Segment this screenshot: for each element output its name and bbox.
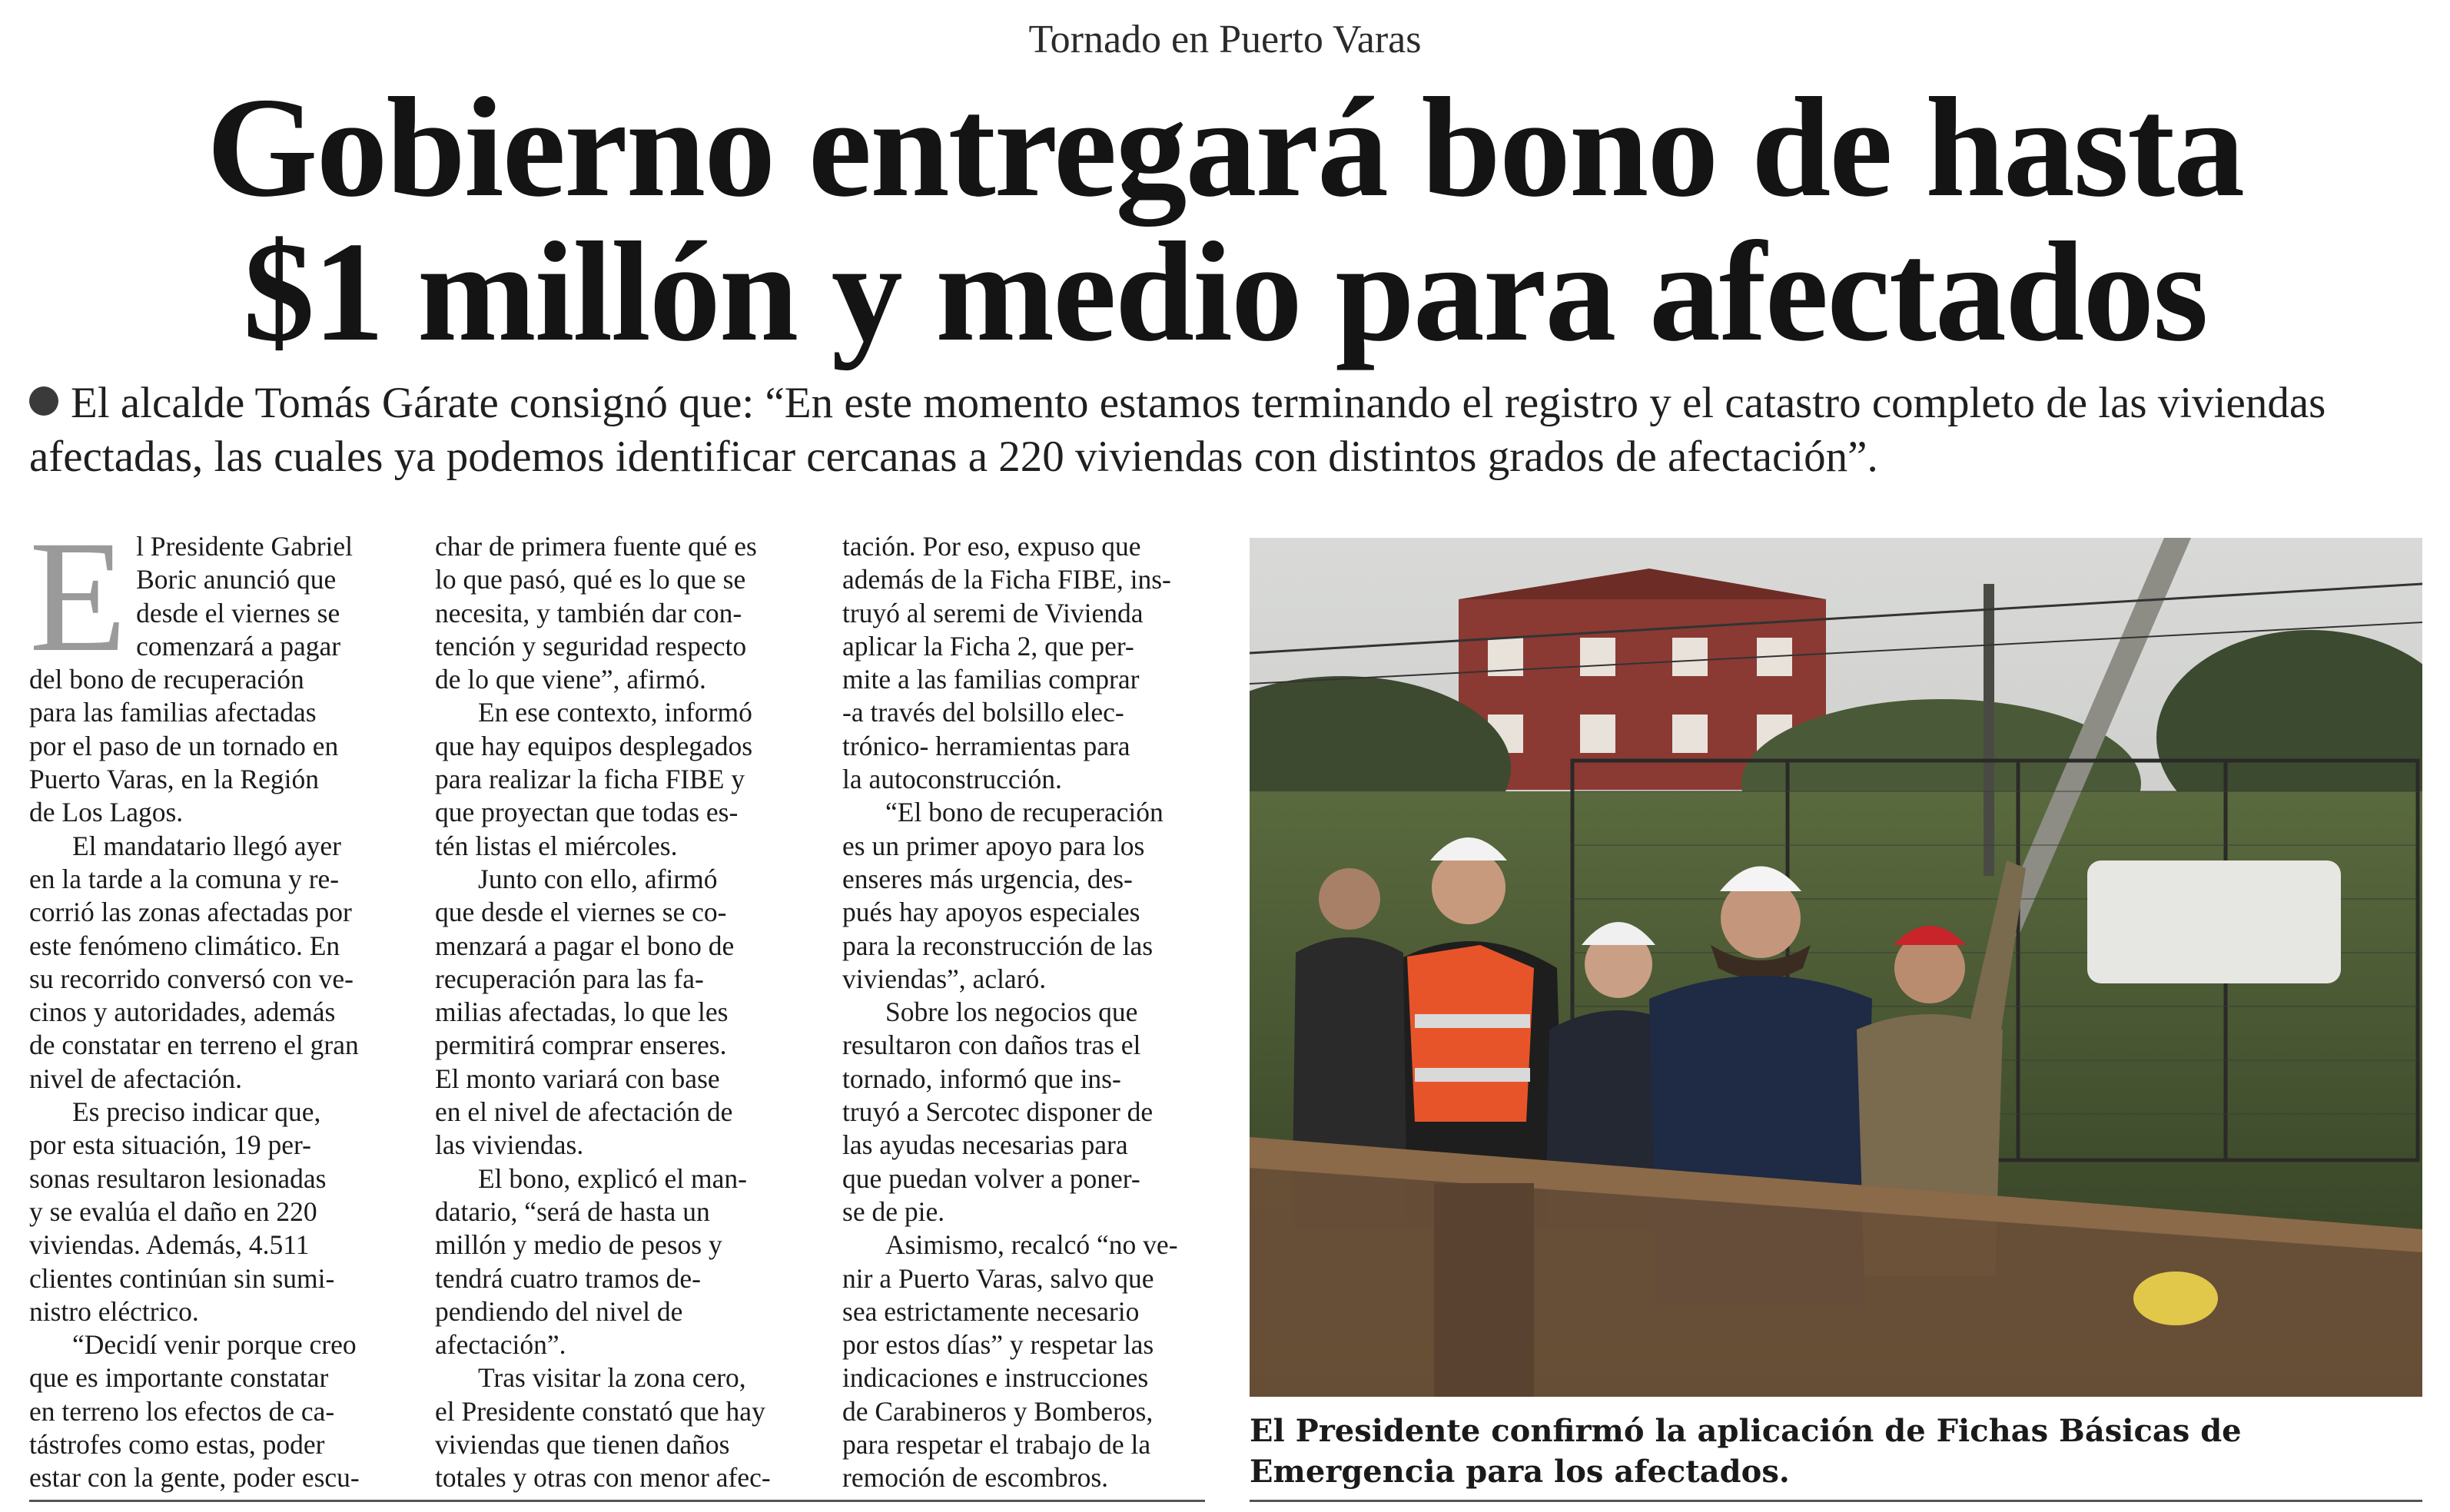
photo-illustration (1250, 538, 2422, 1397)
article-text-line: char de primera fuente qué es (435, 531, 757, 562)
article-text-line: tén listas el miércoles. (435, 830, 678, 861)
article-text-line: sea estrictamente necesario (842, 1295, 1140, 1327)
article-text-line: pendiendo del nivel de (435, 1295, 683, 1327)
article-text-line: es un primer apoyo para los (842, 830, 1145, 861)
article-text-line: que proyectan que todas es- (435, 797, 739, 828)
article-text-line: indicaciones e instrucciones (842, 1362, 1149, 1394)
article-text-line: y se evalúa el daño en 220 (29, 1195, 317, 1227)
article-text-line: El bono, explicó el man- (478, 1162, 747, 1194)
article-text-line: de lo que viene”, afirmó. (435, 664, 706, 695)
bottom-rule-left (29, 1500, 1205, 1502)
article-text-line: tación. Por eso, expuso que (842, 531, 1141, 562)
article-text-line: lo que pasó, qué es lo que se (435, 564, 746, 595)
article-text-line: que es importante constatar (29, 1362, 329, 1394)
article-text-line: mite a las familias comprar (842, 664, 1140, 695)
article-text-line: el Presidente constató que hay (435, 1395, 765, 1427)
column-2-text (435, 530, 798, 1495)
article-text-line: recuperación para las fa- (435, 963, 704, 994)
article-column-2 (435, 530, 798, 1495)
article-text-line: menzará a pagar el bono de (435, 930, 735, 961)
article-text-line: comenzará a pagar (136, 630, 341, 662)
bottom-rule-right (1250, 1500, 2422, 1502)
headline-line-1: Gobierno entregará bono de hasta (206, 68, 2244, 227)
article-text-line: clientes continúan sin sumi- (29, 1262, 335, 1294)
article-text-line: Puerto Varas, en la Región (29, 764, 319, 795)
article-text-line: nistro eléctrico. (29, 1295, 199, 1327)
article-text-line: necesita, y también dar con- (435, 597, 742, 628)
article-text-line: estar con la gente, poder escu- (29, 1462, 360, 1494)
article-text-line: por estos días” y respetar las (842, 1329, 1154, 1361)
article-text-line: tornado, informó que ins- (842, 1063, 1121, 1094)
drop-cap: E (29, 508, 128, 685)
article-text-line: además de la Ficha FIBE, ins- (842, 564, 1171, 595)
article-text-line: Asimismo, recalcó “no ve- (885, 1229, 1178, 1261)
article-text-line: milias afectadas, lo que les (435, 996, 729, 1028)
article-text-line: se de pie. (842, 1195, 945, 1227)
article-text-line: que puedan volver a poner- (842, 1162, 1140, 1194)
article-text-line: tención y seguridad respecto (435, 630, 747, 662)
article-text-line: “Decidí venir porque creo (72, 1329, 357, 1361)
article-text-line: remoción de escombros. (842, 1462, 1109, 1494)
article-text-line: tendrá cuatro tramos de- (435, 1262, 701, 1294)
article-text-line: por el paso de un tornado en (29, 730, 339, 761)
headline (0, 68, 2450, 371)
article-text-line: viviendas. Además, 4.511 (29, 1229, 310, 1261)
article-text-line: Junto con ello, afirmó (478, 863, 718, 894)
article-text-line: en el nivel de afectación de (435, 1096, 733, 1128)
article-text-line: El mandatario llegó ayer (72, 830, 341, 861)
article-text-line: en terreno los efectos de ca- (29, 1395, 335, 1427)
article-text-line: En ese contexto, informó (478, 697, 752, 728)
article-text-line: que desde el viernes se co- (435, 897, 727, 928)
article-text-line: de constatar en terreno el gran (29, 1030, 359, 1061)
article-text-line: sonas resultaron lesionadas (29, 1162, 327, 1194)
headline-line-2: $1 millón y medio para afectados (243, 213, 2207, 371)
article-text-line: totales y otras con menor afec- (435, 1462, 771, 1494)
article-text-line: las ayudas necesarias para (842, 1129, 1128, 1161)
article-text-line: nivel de afectación. (29, 1063, 242, 1094)
deck-text: El alcalde Tomás Gárate consignó que: “En este momento estamos terminando el registro y el catastro completo de las viviendas afectadas, las cuales ya podemos identificar cercanas a 220 viviendas con distintos grados de afectación”. (29, 379, 2326, 481)
article-text-line: “El bono de recuperación (885, 797, 1164, 828)
article-text-line: para realizar la ficha FIBE y (435, 764, 745, 795)
article-text-line: del bono de recuperación (29, 664, 304, 695)
article-text-line: afectación”. (435, 1329, 566, 1361)
photo-caption: El Presidente confirmó la aplicación de Fichas Básicas de Emergencia para los afectados. (1250, 1413, 2242, 1490)
article-text-line: Es preciso indicar que, (72, 1096, 321, 1128)
article-text-line: truyó al seremi de Vivienda (842, 597, 1144, 628)
article-text-line: su recorrido conversó con ve- (29, 963, 354, 994)
article-text-line: viviendas”, aclaró. (842, 963, 1047, 994)
article-text-line: Tras visitar la zona cero, (478, 1362, 746, 1394)
article-text-line: aplicar la Ficha 2, que per- (842, 630, 1134, 662)
article-text-line: tástrofes como estas, poder (29, 1429, 325, 1461)
article-text-line: cinos y autoridades, además (29, 996, 336, 1028)
bullet-icon (29, 386, 58, 416)
column-1-text (29, 508, 392, 1495)
article-text-line: este fenómeno climático. En (29, 930, 340, 961)
article-column-3 (842, 530, 1205, 1495)
article-text-line: de Los Lagos. (29, 797, 184, 828)
article-text-line: la autoconstrucción. (842, 764, 1062, 795)
article-text-line: permitirá comprar enseres. (435, 1030, 727, 1061)
article-deck (29, 376, 2419, 484)
article-text-line: nir a Puerto Varas, salvo que (842, 1262, 1154, 1294)
article-text-line: desde el viernes se (136, 597, 340, 628)
article-text-line: truyó a Sercotec disponer de (842, 1096, 1154, 1128)
article-text-line: -a través del bolsillo elec- (842, 697, 1124, 728)
article-text-line: enseres más urgencia, des- (842, 863, 1133, 894)
news-photo (1250, 538, 2422, 1397)
article-text-line: resultaron con daños tras el (842, 1030, 1141, 1061)
article-text-line: corrió las zonas afectadas por (29, 897, 352, 928)
article-text-line: datario, “será de hasta un (435, 1195, 710, 1227)
section-kicker: Tornado en Puerto Varas (1028, 18, 1422, 61)
article-text-line: l Presidente Gabriel (136, 531, 353, 562)
article-column-1 (29, 508, 392, 1495)
article-text-line: para la reconstrucción de las (842, 930, 1154, 961)
article-text-line: para las familias afectadas (29, 697, 317, 728)
article-text-line: viviendas que tienen daños (435, 1429, 730, 1461)
article-text-line: trónico- herramientas para (842, 730, 1130, 761)
article-text-line: que hay equipos desplegados (435, 730, 753, 761)
article-text-line: El monto variará con base (435, 1063, 720, 1094)
article-text-line: en la tarde a la comuna y re- (29, 863, 340, 894)
column-3-text (842, 530, 1205, 1495)
article-text-line: por esta situación, 19 per- (29, 1129, 311, 1161)
article-text-line: las viviendas. (435, 1129, 584, 1161)
article-text-line: para respetar el trabajo de la (842, 1429, 1151, 1461)
article-text-line: pués hay apoyos especiales (842, 897, 1140, 928)
article-text-line: de Carabineros y Bomberos, (842, 1395, 1154, 1427)
article-text-line: Sobre los negocios que (885, 996, 1138, 1028)
article-text-line: millón y medio de pesos y (435, 1229, 722, 1261)
article-text-line: Boric anunció que (136, 564, 337, 595)
